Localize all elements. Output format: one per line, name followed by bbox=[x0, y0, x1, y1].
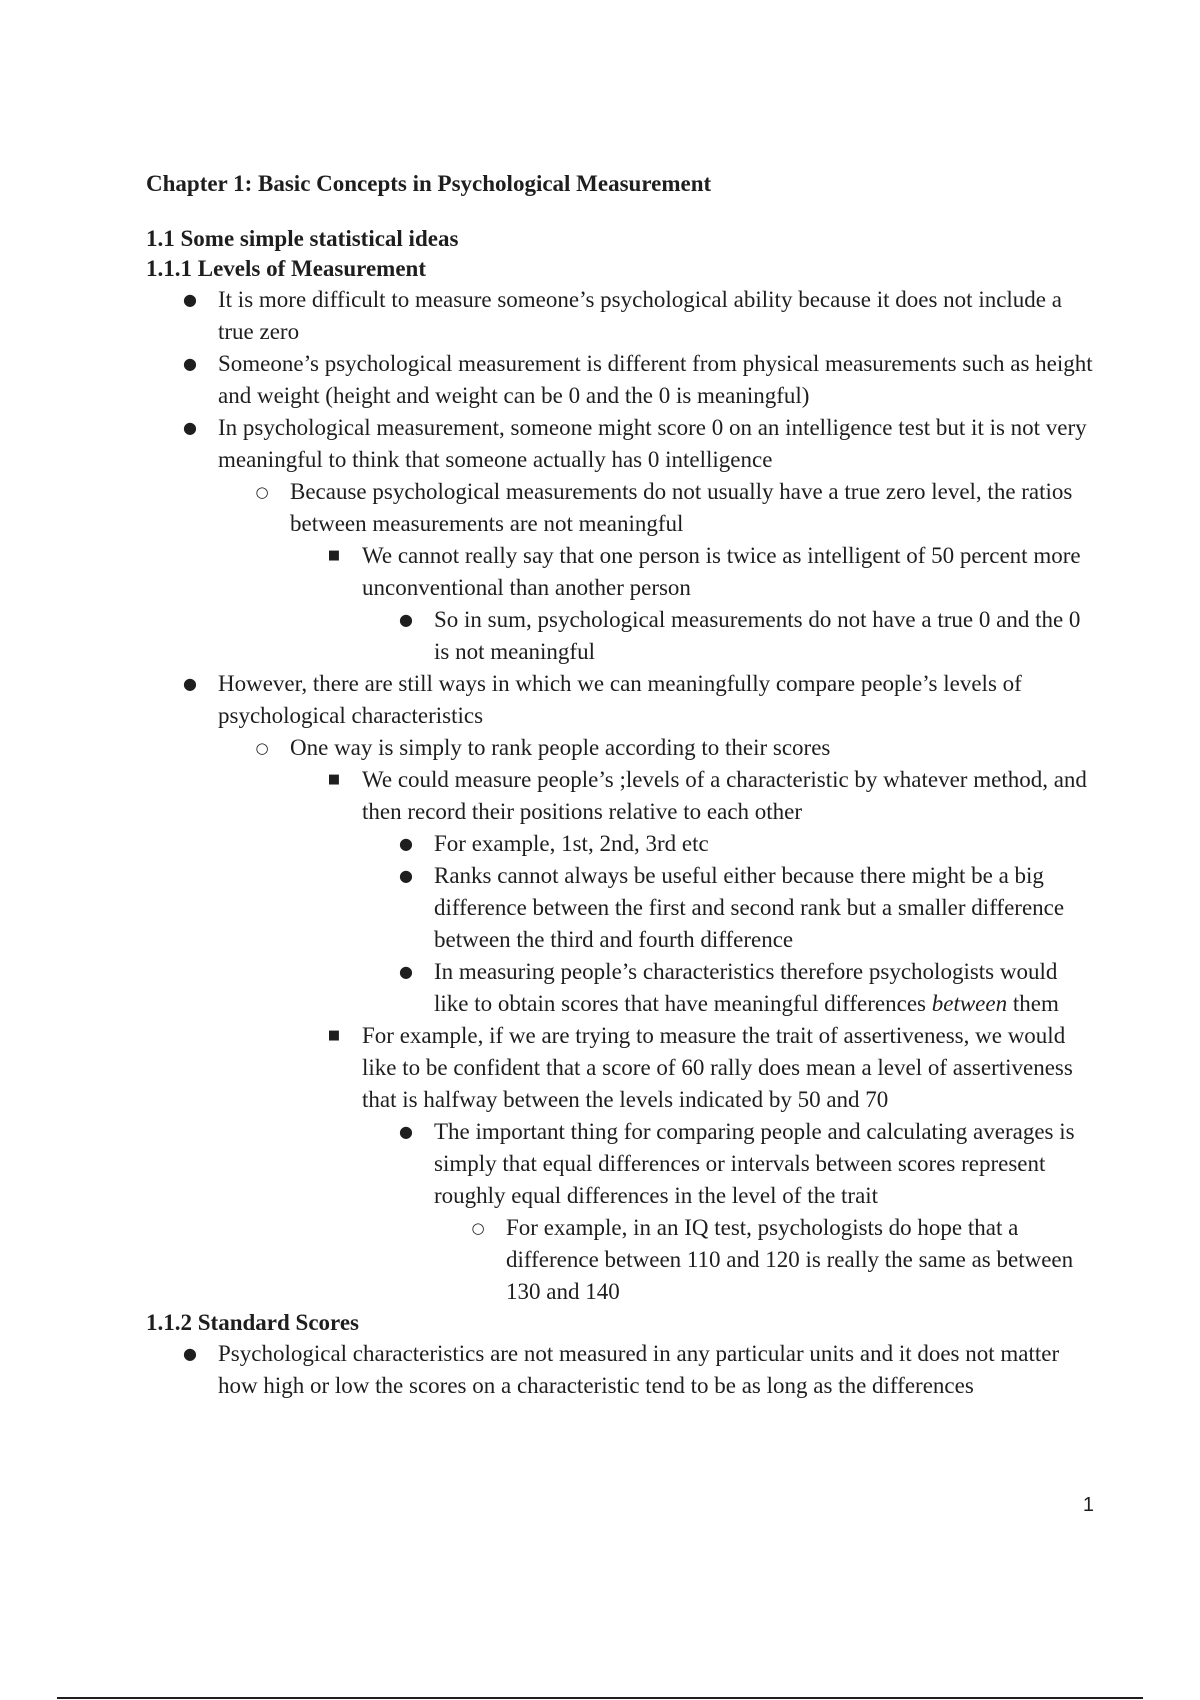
filled-bullet-icon: ● bbox=[183, 418, 197, 437]
section-heading-1-1: 1.1 Some simple statistical ideas bbox=[146, 226, 459, 251]
filled-bullet-icon: ● bbox=[183, 290, 197, 309]
list-item bbox=[146, 348, 1096, 412]
list-item bbox=[218, 732, 1096, 1308]
list-item bbox=[362, 828, 1096, 860]
list-item bbox=[290, 1020, 1096, 1308]
list-item-text: Because psychological measurements do not usually have a true zero level, the ratios between measurements are not meaningful bbox=[290, 479, 1073, 536]
filled-bullet-icon: ● bbox=[183, 674, 197, 693]
list-item bbox=[146, 284, 1096, 348]
square-bullet-icon: ■ bbox=[327, 1028, 341, 1043]
chapter-title: Chapter 1: Basic Concepts in Psychological Measurement bbox=[146, 171, 712, 196]
list-item bbox=[362, 860, 1096, 956]
nested-list bbox=[362, 828, 1096, 1020]
list-item bbox=[434, 1212, 1096, 1308]
list-item-text: The important thing for comparing people and calculating averages is simply that equal differences or intervals between scores represent roughly equal differences in the level of the trait bbox=[434, 1119, 1075, 1208]
hollow-bullet-icon: ○ bbox=[255, 483, 269, 501]
hollow-bullet-icon: ○ bbox=[255, 739, 269, 757]
standard-scores-list bbox=[146, 1338, 1096, 1402]
list-item-text: We could measure people’s ;levels of a characteristic by whatever method, and then record their positions relative to each other bbox=[362, 767, 1087, 824]
filled-bullet-icon: ● bbox=[399, 1122, 413, 1141]
list-item-text-part: In measuring people’s characteristics therefore psychologists would like to obtain scores that have meaningful differences bbox=[434, 959, 1058, 1016]
list-item bbox=[146, 1338, 1096, 1402]
list-item-text: It is more difficult to measure someone’s psychological ability because it does not include a true zero bbox=[218, 287, 1062, 344]
list-item-text-part: them bbox=[1007, 991, 1059, 1016]
list-item bbox=[290, 764, 1096, 1020]
filled-bullet-icon: ● bbox=[399, 834, 413, 853]
hollow-bullet-icon: ○ bbox=[471, 1219, 485, 1237]
nested-list bbox=[290, 764, 1096, 1308]
filled-bullet-icon: ● bbox=[399, 962, 413, 981]
list-item bbox=[290, 540, 1096, 668]
filled-bullet-icon: ● bbox=[399, 610, 413, 629]
list-item bbox=[362, 956, 1096, 1020]
list-item bbox=[146, 668, 1096, 1308]
nested-list bbox=[434, 1212, 1096, 1308]
list-item-text: We cannot really say that one person is twice as intelligent of 50 percent more unconventional than another person bbox=[362, 543, 1081, 600]
page-bottom-divider bbox=[57, 1697, 1143, 1699]
nested-list bbox=[362, 604, 1096, 668]
levels-of-measurement-list bbox=[146, 284, 1096, 1308]
filled-bullet-icon: ● bbox=[399, 866, 413, 885]
list-item-text: Ranks cannot always be useful either because there might be a big difference between the first and second rank but a smaller difference between the third and fourth difference bbox=[434, 863, 1065, 952]
nested-list bbox=[290, 540, 1096, 668]
list-item-text: For example, in an IQ test, psychologists do hope that a difference between 110 and 120 is really the same as between 130 and 140 bbox=[506, 1215, 1074, 1304]
square-bullet-icon: ■ bbox=[327, 772, 341, 787]
list-item-text: Psychological characteristics are not measured in any particular units and it does not matter how high or low the scores on a characteristic tend to be as long as the differences bbox=[218, 1341, 1060, 1398]
list-item-text: In psychological measurement, someone might score 0 on an intelligence test but it is not very meaningful to think that someone actually has 0 intelligence bbox=[218, 415, 1087, 472]
page-number: 1 bbox=[1082, 1494, 1094, 1516]
list-item bbox=[362, 1116, 1096, 1308]
page-content bbox=[146, 168, 1096, 1402]
list-item-text: For example, 1st, 2nd, 3rd etc bbox=[434, 831, 709, 856]
square-bullet-icon: ■ bbox=[327, 548, 341, 563]
list-item-text: For example, if we are trying to measure the trait of assertiveness, we would like to be confident that a score of 60 rally does mean a level of assertiveness that is halfway between the levels indicated by 50 and 70 bbox=[362, 1023, 1073, 1112]
filled-bullet-icon: ● bbox=[183, 354, 197, 373]
nested-list bbox=[362, 1116, 1096, 1308]
filled-bullet-icon: ● bbox=[183, 1344, 197, 1363]
list-item-text: So in sum, psychological measurements do not have a true 0 and the 0 is not meaningful bbox=[434, 607, 1081, 664]
emphasized-word: between bbox=[931, 991, 1008, 1016]
list-item-text bbox=[434, 956, 1096, 1020]
list-item bbox=[146, 412, 1096, 668]
list-item bbox=[362, 604, 1096, 668]
section-heading-1-1-2: 1.1.2 Standard Scores bbox=[146, 1310, 359, 1335]
section-heading-1-1-1: 1.1.1 Levels of Measurement bbox=[146, 256, 426, 281]
list-item-text: However, there are still ways in which we can meaningfully compare people’s levels of psychological characteristics bbox=[218, 671, 1022, 728]
list-item-text: Someone’s psychological measurement is different from physical measurements such as height and weight (height and weight can be 0 and the 0 is meaningful) bbox=[218, 351, 1093, 408]
list-item bbox=[218, 476, 1096, 668]
list-item-text: One way is simply to rank people according to their scores bbox=[290, 735, 831, 760]
nested-list bbox=[218, 476, 1096, 668]
nested-list bbox=[218, 732, 1096, 1308]
